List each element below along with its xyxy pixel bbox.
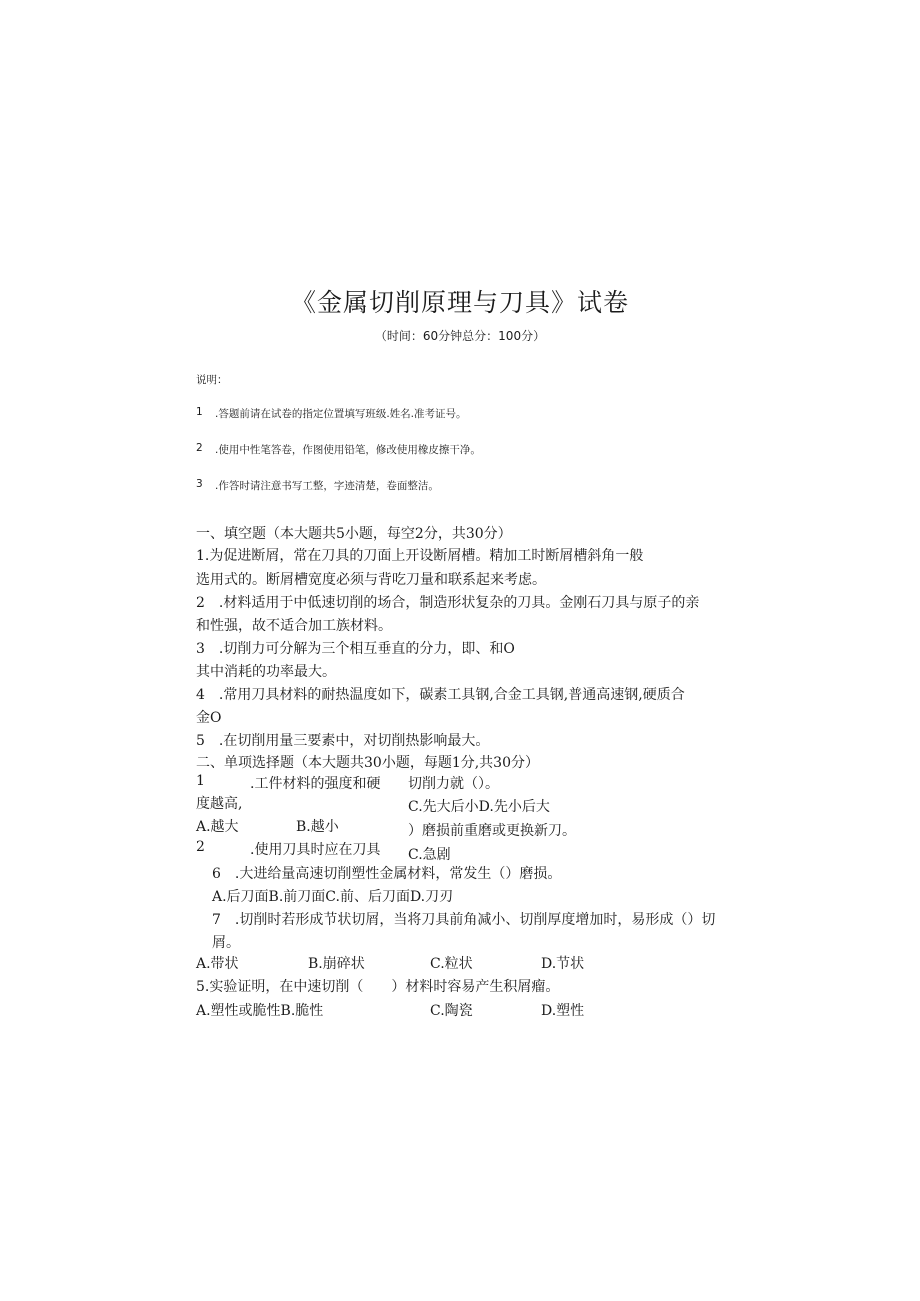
- option-a: A.越大: [196, 819, 239, 835]
- question-7-line: 屑。: [212, 935, 240, 951]
- question-7-line: 7 .切削时若形成节状切屑，当将刀具前角减小、切削厚度增加时，易形成（）切: [212, 912, 716, 928]
- question-7-option: A.带状: [196, 956, 239, 972]
- question-2-text: .使用刀具时应在刀具: [250, 842, 381, 858]
- section2-heading: 二、单项选择题（本大题共30小题，每题1分,共30分）: [196, 755, 539, 771]
- section1-line: 3 .切削力可分解为三个相互垂直的分力，即、和O: [196, 641, 515, 657]
- section1-line: 2 .材料适用于中低速切削的场合，制造形状复杂的刀具。金刚石刀具与原子的亲: [196, 595, 700, 611]
- section1-line: 其中消耗的功率最大。: [196, 664, 336, 680]
- question-1-continued: 度越高,: [196, 796, 243, 812]
- options-c-d: C.先大后小D.先小后大: [408, 799, 550, 815]
- question-6-options: A.后刀面B.前刀面C.前、后刀面D.刀刃: [212, 889, 454, 905]
- instruction-3-number: 3: [196, 478, 203, 490]
- question-2-number: 2: [196, 839, 205, 855]
- question-7-option: B.崩碎状: [308, 956, 365, 972]
- instructions-label: 说明：: [196, 374, 228, 386]
- section1-line: 选用式的。断屑槽宽度必须与背吃刀量和联系起来考虑。: [196, 572, 546, 588]
- section1-line: 和性强，故不适合加工族材料。: [196, 618, 392, 634]
- question-5-option: A.塑性或脆性B.脆性: [196, 1003, 324, 1019]
- question-7-option: C.粒状: [430, 956, 473, 972]
- instruction-2-number: 2: [196, 442, 203, 454]
- question-1-stem-right: 切削力就（）。: [408, 776, 499, 792]
- section1-line: 5 .在切削用量三要素中，对切削热影响最大。: [196, 733, 490, 749]
- question-5-option: C.陶瓷: [430, 1003, 473, 1019]
- question-1-text: .工件材料的强度和硬: [250, 776, 381, 792]
- question-5-option: D.塑性: [541, 1003, 585, 1019]
- section1-line: 1.为促进断屑，常在刀具的刀面上开设断屑槽。精加工时断屑槽斜角一般: [196, 548, 644, 564]
- section1-line: 金O: [196, 710, 222, 726]
- instruction-1-text: .答题前请在试卷的指定位置填写班级.姓名.准考证号。: [215, 408, 467, 420]
- instruction-1-number: 1: [196, 406, 203, 418]
- question-6: 6 .大进给量高速切削塑性金属材料，常发生（）磨损。: [212, 866, 562, 882]
- option-c-sharp: C.急剧: [408, 847, 451, 863]
- option-b: B.越小: [296, 819, 339, 835]
- instruction-2-text: .使用中性笔答卷，作图使用铅笔，修改使用橡皮擦干净。: [215, 444, 481, 456]
- instruction-3-text: .作答时请注意书写工整，字迹清楚，卷面整洁。: [215, 480, 439, 492]
- question-1-number: 1: [196, 773, 205, 789]
- question-5: 5.实验证明，在中速切削（ ）材料时容易产生积屑瘤。: [196, 979, 560, 995]
- exam-title: 《金属切削原理与刀具》试卷: [290, 288, 629, 317]
- question-2-stem-right: ）磨损前重磨或更换新刀。: [408, 823, 576, 839]
- question-7-option: D.节状: [541, 956, 585, 972]
- exam-subtitle: （时间：60分钟总分：100分）: [374, 329, 546, 343]
- section1-heading: 一、填空题（本大题共5小题，每空2分，共30分）: [196, 526, 512, 542]
- section1-line: 4 .常用刀具材料的耐热温度如下，碳素工具钢,合金工具钢,普通高速钢,硬质合: [196, 687, 685, 703]
